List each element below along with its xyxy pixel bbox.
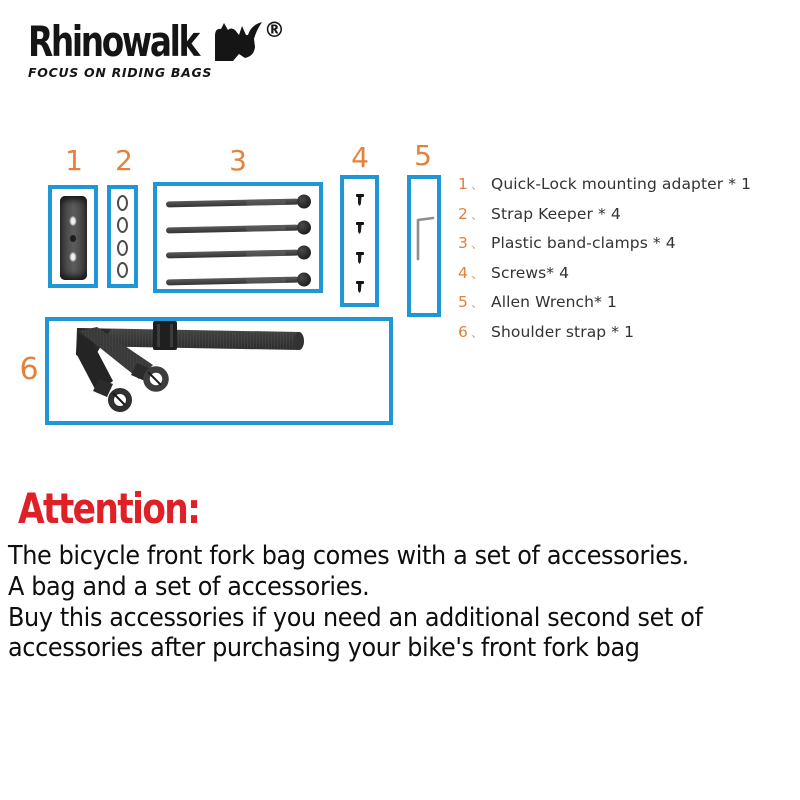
brand-tagline: FOCUS ON RIDING BAGS	[28, 65, 213, 80]
legend-number: 5	[458, 293, 468, 311]
attention-heading: Attention:	[18, 484, 200, 533]
legend-item-5	[458, 294, 751, 312]
legend-label: Shoulder strap * 1	[491, 322, 635, 341]
attention-line-3: Buy this accessories if you need an additional second set of	[8, 602, 703, 633]
screw-image	[356, 281, 364, 293]
band-clamp-image	[166, 250, 299, 259]
part-number-6: 6	[19, 352, 39, 387]
legend-item-3	[458, 235, 751, 253]
legend-item-1	[458, 176, 751, 194]
attention-line-1: The bicycle front fork bag comes with a set of accessories.	[8, 541, 689, 571]
legend-separator: 、	[471, 296, 485, 311]
legend-number: 2	[458, 204, 468, 223]
screw-image	[356, 222, 364, 234]
part-number-4: 4	[351, 141, 369, 174]
attention-text	[8, 541, 799, 664]
legend-label: Quick-Lock mounting adapter * 1	[491, 175, 752, 193]
strap-keeper-image	[117, 217, 128, 233]
box-strap-keepers	[107, 185, 138, 288]
legend-number: 1	[458, 175, 468, 193]
part-number-5: 5	[414, 139, 432, 172]
attention-line-4: accessories after purchasing your bike's front fork bag	[8, 633, 640, 664]
legend-separator: 、	[471, 325, 485, 341]
part-number-3: 3	[229, 144, 247, 177]
part-number-2: 2	[115, 144, 133, 177]
brand-wordmark: Rhinowalk	[28, 17, 198, 66]
legend-item-2	[458, 206, 751, 224]
legend-item-6	[458, 324, 751, 342]
parts-legend	[458, 176, 751, 353]
rhino-head-icon	[214, 22, 262, 62]
legend-separator: 、	[471, 266, 485, 282]
legend-number: 6	[458, 322, 468, 341]
band-clamp-image	[166, 277, 299, 286]
box-quick-lock-adapter	[48, 185, 98, 288]
allen-wrench-image	[411, 179, 437, 313]
box-shoulder-strap	[45, 317, 393, 425]
shoulder-strap-image	[49, 321, 389, 421]
box-band-clamps	[153, 182, 323, 293]
legend-number: 4	[458, 263, 468, 282]
screw-image	[356, 252, 364, 264]
legend-label: Strap Keeper * 4	[491, 204, 621, 223]
legend-label: Plastic band-clamps * 4	[491, 234, 676, 252]
band-clamp-image	[166, 199, 299, 208]
strap-keeper-image	[117, 195, 128, 211]
registered-trademark-symbol: ®	[263, 18, 285, 42]
legend-separator: 、	[471, 207, 485, 223]
legend-label: Allen Wrench* 1	[491, 293, 617, 311]
box-screws	[340, 175, 379, 307]
band-clamp-image	[166, 225, 299, 234]
strap-keeper-image	[117, 240, 128, 256]
legend-item-4	[458, 265, 751, 283]
brand-logo	[28, 17, 285, 80]
quick-lock-adapter-image	[60, 196, 87, 280]
strap-keeper-image	[117, 262, 128, 278]
legend-number: 3	[458, 234, 468, 252]
legend-separator: 、	[471, 237, 485, 252]
box-allen-wrench	[407, 175, 441, 317]
legend-separator: 、	[471, 178, 485, 193]
legend-label: Screws* 4	[491, 263, 570, 282]
screw-image	[356, 194, 364, 206]
part-number-1: 1	[65, 144, 83, 177]
attention-line-2: A bag and a set of accessories.	[8, 571, 370, 602]
